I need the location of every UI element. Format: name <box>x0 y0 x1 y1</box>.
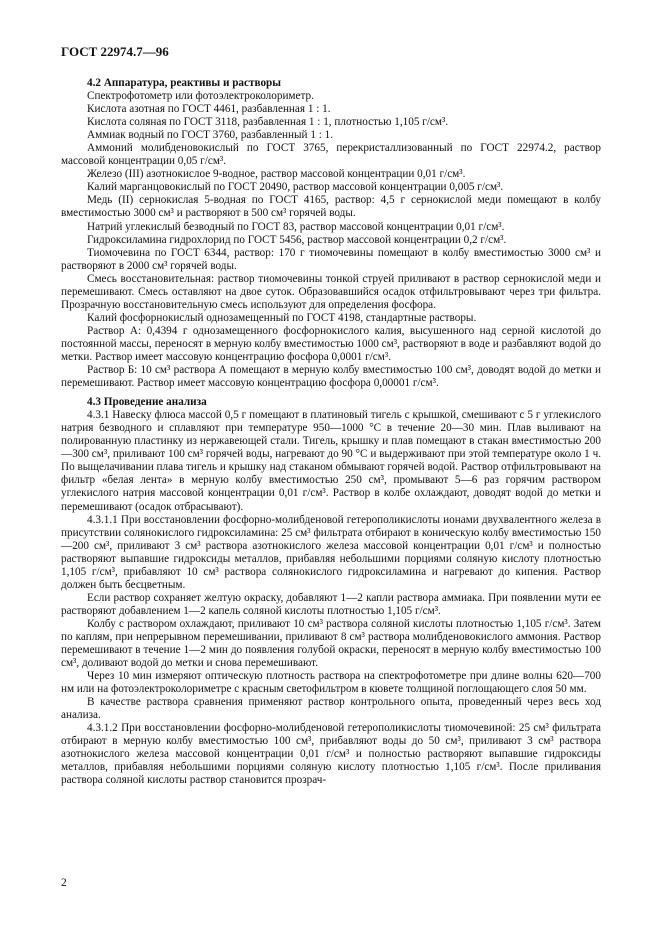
paragraph: Калий фосфорнокислый однозамещенный по ГОСТ 4198, стандартные растворы. <box>87 311 477 324</box>
paragraph: Тиомочевина по ГОСТ 6344, раствор: 170 г тиомочевины помещают в колбу вместимостью 3000 см³ и растворяют в 2000 см³ горячей воды. <box>61 246 601 272</box>
section-heading-4-3: 4.3 Проведение анализа <box>87 396 207 409</box>
paragraph: Если раствор сохраняет желтую окраску, добавляют 1—2 капли раствора аммиака. При появлении мути ее растворяют добавлением 1—2 капель соляной кислоты плотностью 1,105 г/см³. <box>61 591 601 617</box>
paragraph: Калий марганцовокислый по ГОСТ 20490, раствор массовой концентрации 0,005 г/см³. <box>87 181 504 194</box>
paragraph: Раствор Б: 10 см³ раствора А помещают в мерную колбу вместимостью 100 см³, доводят водой до метки и перемешивают. Раствор имеет массовую концентрацию фосфора 0,00001 г/см³. <box>61 364 601 390</box>
paragraph: Колбу с раствором охлаждают, приливают 10 см³ раствора соляной кислоты плотностью 1,105 г/см³. Затем по каплям, при непрерывном перемешивании, приливают 8 см³ раствора молибденовокислого аммония. Раствор перемешивают в течение 1—2 мин до появления голубой окраски, переносят в мерную колбу вместимостью 100 см³, доливают водой до метки и снова перемешивают. <box>61 617 601 670</box>
paragraph: Аммиак водный по ГОСТ 3760, разбавленный 1 : 1. <box>87 129 334 142</box>
paragraph: 4.3.1.2 При восстановлении фосфорно-молибденовой гетерополикислоты тиомочевиной: 25 см³ фильтрата отбирают в мерную колбу вместимостью 100 см³, прибавляют воды до 50 см³, приливают 3 см³ раствора азотнокислого железа массовой концентрации 0,01 г/см³ и полностью растворяют выпавшие гидроксиды металлов, прибавляя небольшими порциями соляную кислоту плотностью 1,105 г/см³. После приливания раствора соляной кислоты раствор становится прозрач- <box>61 722 601 787</box>
paragraph: Гидроксиламина гидрохлорид по ГОСТ 5456, раствор массовой концентрации 0,2 г/см³. <box>87 233 507 246</box>
paragraph: Натрий углекислый безводный по ГОСТ 83, раствор массовой концентрации 0,01 г/см³. <box>87 220 505 233</box>
paragraph: В качестве раствора сравнения применяют раствор контрольного опыта, проведенный через весь ход анализа. <box>61 696 601 722</box>
paragraph: Через 10 мин измеряют оптическую плотность раствора на спектрофотометре при длине волны 620—700 нм или на фотоэлектроколориметре с красным светофильтром в кювете толщиной поглощающего слоя 50 мм. <box>61 670 601 696</box>
section-heading-4-2: 4.2 Аппаратура, реактивы и растворы <box>87 77 281 89</box>
paragraph: 4.3.1 Навеску флюса массой 0,5 г помещают в платиновый тигель с крышкой, смешивают с 5 г углекислого натрия безводного и сплавляют при температуре 950—1000 °С в течение 20—30 мин. Плав выливают на полированную пластинку из нержавеющей стали. Тигель, крышку и плав помещают в стакан вместимостью 200—300 см³, приливают 100 см³ горячей воды, нагревают до 90 °С и выдерживают при этой температуре около 1 ч. По выщелачивании плава тигель и крышку над стаканом обмывают горячей водой. Раствор отфильтровывают на фильтр «белая лента» в мерную колбу вместимостью 250 см³, промывают 5—6 раз горячим раствором углекислого натрия массовой концентрации 0,01 г/см³. Раствор в колбе охлаждают, доводят водой до метки и перемешивают (осадок отбрасывают). <box>61 409 601 513</box>
paragraph: Медь (II) сернокислая 5-водная по ГОСТ 4165, раствор: 4,5 г сернокислой меди помещают в колбу вместимостью 3000 см³ и растворяют в 500 см³ горячей воды. <box>61 194 601 220</box>
paragraph: Аммоний молибденовокислый по ГОСТ 3765, перекристаллизованный по ГОСТ 22974.2, раствор массовой концентрации 0,05 г/см³. <box>61 142 601 168</box>
paragraph: Кислота соляная по ГОСТ 3118, разбавленная 1 : 1, плотностью 1,105 г/см³. <box>87 116 449 129</box>
paragraph: Кислота азотная по ГОСТ 4461, разбавленная 1 : 1. <box>87 103 331 116</box>
page-number: 2 <box>61 877 67 889</box>
document-body <box>61 77 601 788</box>
document-header: ГОСТ 22974.7—96 <box>61 44 169 59</box>
paragraph: Спектрофотометр или фотоэлектроколориметр. <box>87 90 314 103</box>
paragraph: Раствор А: 0,4394 г однозамещенного фосфорнокислого калия, высушенного над серной кислотой до постоянной массы, переносят в мерную колбу вместимостью 1000 см³, растворяют в воде и разбавляют водой до метки. Раствор имеет массовую концентрацию фосфора 0,0001 г/см³. <box>61 324 601 363</box>
paragraph: Железо (III) азотнокислое 9-водное, раствор массовой концентрации 0,01 г/см³. <box>87 168 466 181</box>
paragraph: 4.3.1.1 При восстановлении фосфорно-молибденовой гетерополикислоты ионами двухвалентного железа в присутствии солянокислого гидроксиламина: 25 см³ фильтрата отбирают в коническую колбу вместимостью 150—200 см³, приливают 3 см³ раствора азотнокислого железа массовой концентрации 0,01 г/см³ и полностью растворяют выпавшие гидроксиды металлов, прибавляя небольшими порциями соляную кислоту плотностью 1,105 г/см³, прибавляют 10 см³ раствора солянокислого гидроксиламина и нагревают до кипения. Раствор должен быть бесцветным. <box>61 513 601 591</box>
paragraph: Смесь восстановительная: раствор тиомочевины тонкой струей приливают в раствор сернокислой меди и перемешивают. Смесь оставляют на двое суток. Образовавшийся осадок отфильтровывают через три фильтра. Прозрачную восстановительную смесь используют для определения фосфора. <box>61 272 601 311</box>
